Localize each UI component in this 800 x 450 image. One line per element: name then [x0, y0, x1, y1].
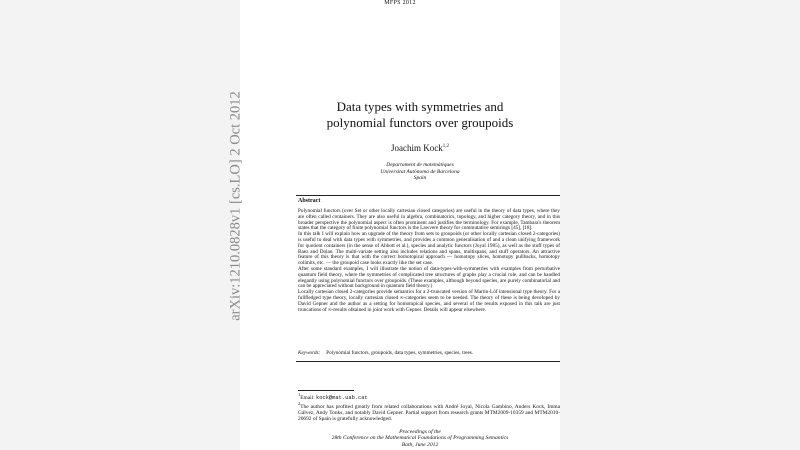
abstract-heading: Abstract: [298, 198, 321, 204]
footnote-1: [298, 392, 560, 401]
footnote-2-text: The author has profited greatly from related collaborations with André Joyal, Nicola Gambino, Anders Kock, Imma Gálvez, Andy Tonks, and notably David Gepner. Partial support from research grants MTM2009-10359 and MTM2010-20692 of Spain is gratefully acknowledged.: [298, 403, 560, 422]
affiliation: [300, 162, 540, 182]
affiliation-line-3: Spain: [413, 175, 427, 181]
keywords-text: Polynomial functors, groupoids, data types, symmetries, species, trees.: [326, 350, 474, 356]
keywords: [298, 350, 560, 356]
footnote-rule: [298, 390, 354, 391]
running-header: MFPS 2012: [384, 0, 416, 6]
left-background: [0, 0, 240, 450]
abstract-paragraph: In this talk I will explain how an upgrade of the theory from sets to groupoids (or other locally cartesian closed 2-categories) is useful to deal with data types with symmetries, and provides a common generalisation of and a clean unifying framework for quotient containers (in the sense of Abbott et al.), species and analytic functors (Joyal 1985), as well as the stuff types of Baez and Dolan. The multi-variate setting also includes relations and spans, multispans, and stuff operators. An attractive feature of this theory is that with the correct homotopical approach — homotopy slices, homotopy pullbacks, homotopy colimits, etc. — the groupoid case looks exactly like the set case.: [298, 231, 560, 267]
keywords-label: Keywords:: [298, 350, 321, 356]
affiliation-line-2: Universitat Autònoma de Barcelona: [380, 168, 460, 175]
proceedings-info: [300, 429, 540, 448]
author-name: Joachim Kock: [391, 143, 443, 153]
author-superscript: 1,2: [442, 144, 449, 149]
arxiv-stamp: arXiv:1210.0828v1 [cs.LO] 2 Oct 2012: [227, 91, 244, 321]
abstract-paragraph: Locally cartesian closed 2-categories provide semantics for a 2-truncated version of Martin-Löf intensional type theory. For a fullfledged type theory, locally cartesian closed ∞-categories seem to be needed. The theory of these is being developed by David Gepner and the author as a setting for homotopical species, and several of the results exposed in this talk are just truncations of ∞-results obtained in joint work with Gepner. Details will appear elsewhere.: [298, 289, 560, 313]
author: [300, 143, 540, 153]
abstract-paragraph: Polynomial functors (over Set or other locally cartesian closed categories) are useful in the theory of data types, where they are often called containers. They are also useful in algebra, combinatorics, topology, and higher category theory, and in this broader perspective the polynomial aspect is often prominent and justifies the terminology. For example, Tambara's theorem states that the category of finite polynomial functors is the Lawvere theory for commutative semirings [45], [18].: [298, 208, 560, 232]
author-email-link[interactable]: kock@mat.uab.cat: [315, 394, 368, 401]
paper-page: [240, 0, 560, 450]
proceedings-line-1: Proceedings of the: [399, 429, 441, 435]
footnote-1-label: Email:: [300, 394, 315, 401]
abstract-paragraph: After some standard examples, I will illustrate the notion of data-types-with-symmetries with examples from perturbative quantum field theory, where the symmetries of complicated tree structures of graphs play a crucial role, and can be handled elegantly using polynomial functors over groupoids. (These examples, although beyond species, are purely combinatorial and can be appreciated without background in quantum field theory.): [298, 265, 560, 290]
footnote-2: [298, 401, 560, 422]
affiliation-line-1: Departament de matemàtiques: [386, 162, 454, 168]
abstract-bottom-rule: [296, 361, 560, 362]
proceedings-line-2: 28th Conference on the Mathematical Foundations of Programming Semantics: [331, 435, 509, 442]
proceedings-line-3: Bath, June 2012: [401, 441, 439, 448]
title-line-2: polynomial functors over groupoids: [326, 115, 514, 130]
abstract-top-rule: [296, 195, 560, 196]
paper-title: [300, 99, 540, 131]
footnote-1-mark: 1: [298, 392, 301, 397]
footnote-2-mark: 2: [298, 400, 301, 406]
title-line-1: Data types with symmetries and: [336, 99, 504, 114]
abstract-body: [298, 209, 560, 313]
right-background: [560, 0, 800, 450]
footnotes: [298, 392, 560, 422]
